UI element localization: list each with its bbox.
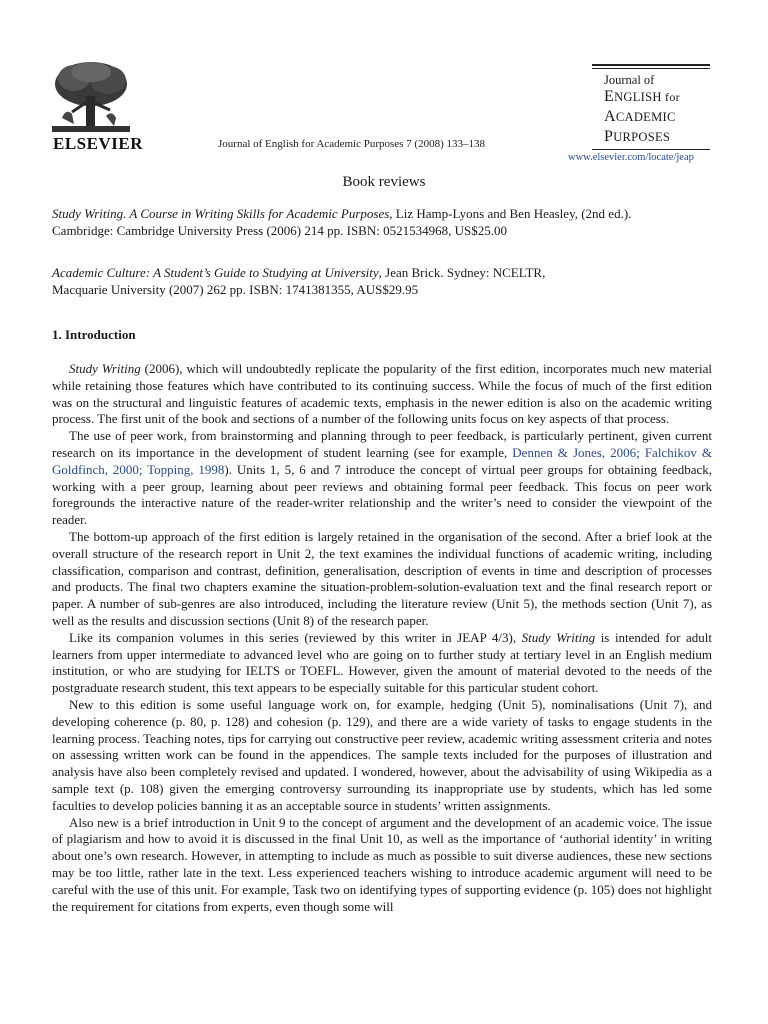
book-title: Academic Culture: A Student’s Guide to Studying at University [52, 265, 379, 280]
book-reference-1 [52, 205, 712, 239]
book-publication-info: Macquarie University (2007) 262 pp. ISBN: 1741381355, AUS$29.95 [52, 282, 419, 297]
paragraph-4: Like its companion volumes in this series (reviewed by this writer in JEAP 4/3), Study Writing is intended for adult learners from upper intermediate to advanced level who are going on to further study at tertiary level in an English medium institution, or who are studying for IELTS or TOEFL. However, given the amount of material devoted to the needs of the postgraduate research student, this text appears to be especially suitable for this particular student cohort. [52, 629, 712, 696]
journal-citation: Journal of English for Academic Purposes 7 (2008) 133–138 [218, 138, 486, 150]
book-authors: , Jean Brick. Sydney: NCELTR, [378, 265, 546, 280]
journal-of-label: Journal of [604, 73, 655, 87]
section-title: Book reviews [342, 174, 426, 190]
paragraph-3: The bottom-up approach of the first edition is largely retained in the organisation of the second. After a brief look at the overall structure of the research report in Unit 2, the text examines the individual functions of academic writing, including classification, comparison and contrast, definition, generalisation, description of events in time and description of processes and products. The final two chapters examine the situation-problem-solution-evaluation text and the final research report or paper. A number of sub-genres are also introduced, including the literature review (Unit 5), the methods section (Unit 7), as well as the results and discussion sections (Unit 8) of the research paper. [52, 528, 712, 628]
journal-title-box [592, 64, 710, 150]
journal-title-academic: ACADEMIC [604, 108, 676, 125]
section-heading: 1. Introduction [52, 327, 136, 342]
top-rule [592, 64, 710, 66]
publisher-name: ELSEVIER [53, 134, 143, 153]
journal-title-purposes: PURPOSES [604, 128, 671, 145]
bottom-rule [592, 149, 710, 150]
book-authors: , Liz Hamp-Lyons and Ben Heasley, (2nd ed.). [389, 206, 632, 221]
book-publication-info: Cambridge: Cambridge University Press (2006) 214 pp. ISBN: 0521534968, US$25.00 [52, 223, 507, 238]
top-rule-thin [592, 68, 710, 69]
book-title: Study Writing. A Course in Writing Skills for Academic Purposes [52, 206, 390, 221]
journal-url-link[interactable]: www.elsevier.com/locate/jeap [568, 152, 694, 163]
book-reference-2 [52, 264, 712, 298]
citation-link[interactable]: Dennen & Jones, 2006; Falchikov & Goldfinch, 2000; Topping, 1998 [52, 444, 712, 477]
article-body [52, 361, 712, 915]
paragraph-2: The use of peer work, from brainstorming and planning through to peer feedback, is particularly pertinent, given current research on its importance in the development of student learning (see for example, Dennen & Jones, 2006; Falchikov & Goldfinch, 2000; Topping, 1998). Units 1, 5, 6 and 7 introduce the concept of virtual peer groups for obtaining feedback, working with a peer group, learning about peer reviews and obtaining formal peer feedback. This focus on peer work foregrounds the interactive nature of the reader-writer relationship and the writer’s need to consider the viewpoint of the reader. [52, 428, 712, 528]
article-header [0, 0, 768, 170]
paragraph-1: Study Writing (2006), which will undoubtedly replicate the popularity of the first edition, incorporates much new material while retaining those features which have contributed to its continuing success. While the focus of much of the first edition was on the structural and linguistic features of academic texts, emphasis in the newer edition is also on the academic writing process. The first unit of the book and sections of a number of the following units focus on key aspects of that process. [52, 361, 712, 427]
journal-title-english: ENGLISH for [604, 88, 680, 105]
paragraph-6: Also new is a brief introduction in Unit 9 to the concept of argument and the development of an academic voice. The issue of plagiarism and how to avoid it is discussed in the final Unit 10, as well as the importance of ‘authorial identity’ in writing about one’s own research. However, in attempting to include as much as possible to suit diverse audiences, these new sections may be too little, rather late in the text. Less experienced teachers wishing to introduce academic argument will need to be careful with the use of this unit. For example, Task two on identifying types of supporting evidence (p. 105) does not highlight the requirement for citations from experts, even though some will [52, 814, 712, 914]
paragraph-5: New to this edition is some useful language work on, for example, hedging (Unit 5), nominalisations (Unit 7), and developing coherence (p. 80, p. 128) and cohesion (p. 129), and there are a wide variety of tasks to engage students in the learning process. Teaching notes, tips for carrying out constructive peer review, academic writing assessment criteria and notes on assessing written work can be found in the appendices. The sample texts included for the purposes of illustration and analysis have also been completely revised and updated. I wondered, however, about the advisability of using Wikipedia as a sample text (p. 108) given the emerging controversy surrounding its inappropriate use by students, which has led some faculties to develop policies banning it as an acceptable source in students’ written assignments. [52, 696, 712, 813]
